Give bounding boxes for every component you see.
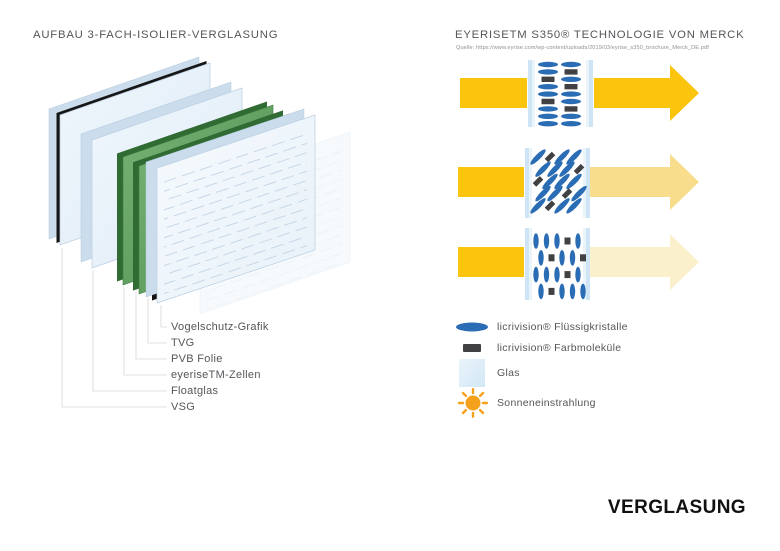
source-citation: Quelle: https://www.eyrise.com/wp-content/uploads/2019/03/eyrise_s350_brochure_Merck_DE.pdf xyxy=(456,45,709,51)
legend-label: Glas xyxy=(497,367,520,379)
layer-label-tvg: TVG xyxy=(171,337,195,349)
brand-wordmark: VERGLASUNG xyxy=(607,497,746,518)
legend-label: licrivision® Farbmoleküle xyxy=(497,342,622,354)
outgoing-light-arrow xyxy=(590,154,699,210)
outgoing-light-arrow xyxy=(594,65,699,121)
legend-item-liquid-crystal xyxy=(455,320,628,334)
crystal-pattern-vertical xyxy=(533,233,586,299)
sun-icon xyxy=(455,387,491,419)
legend-label: Sonneneinstrahlung xyxy=(497,397,596,409)
incoming-light-arrow xyxy=(460,78,527,108)
glazing-stack-diagram xyxy=(49,57,350,314)
liquid-crystal-icon xyxy=(455,320,491,334)
layer-label-eyerise: eyeriseTM-Zellen xyxy=(171,369,261,381)
state-row-intermediate xyxy=(458,148,699,218)
incoming-light-arrow xyxy=(458,247,524,277)
layer-label-vsg: VSG xyxy=(171,401,196,413)
layer-label-vogelschutz: Vogelschutz-Grafik xyxy=(171,321,269,333)
legend-label: licrivision® Flüssigkristalle xyxy=(497,321,628,333)
outgoing-light-arrow xyxy=(590,234,699,290)
legend-item-glass xyxy=(455,359,520,387)
glass-panel xyxy=(528,60,593,127)
left-section-title: AUFBAU 3-FACH-ISOLIER-VERGLASUNG xyxy=(33,29,279,41)
legend-item-dye-molecule xyxy=(455,342,621,354)
dye-molecule-icon xyxy=(455,342,491,354)
crystal-pattern-diagonal xyxy=(529,148,589,215)
state-row-clear xyxy=(460,60,699,127)
state-row-dark xyxy=(458,228,699,300)
layer-label-floatglas: Floatglas xyxy=(171,385,219,397)
incoming-light-arrow xyxy=(458,167,524,197)
layer-label-pvb: PVB Folie xyxy=(171,353,223,365)
legend-item-sun xyxy=(455,387,596,419)
glass-icon xyxy=(455,359,491,387)
crystal-pattern-horizontal xyxy=(538,62,581,127)
right-section-title: EYERISETM S350® TECHNOLOGIE VON MERCK xyxy=(455,29,745,41)
